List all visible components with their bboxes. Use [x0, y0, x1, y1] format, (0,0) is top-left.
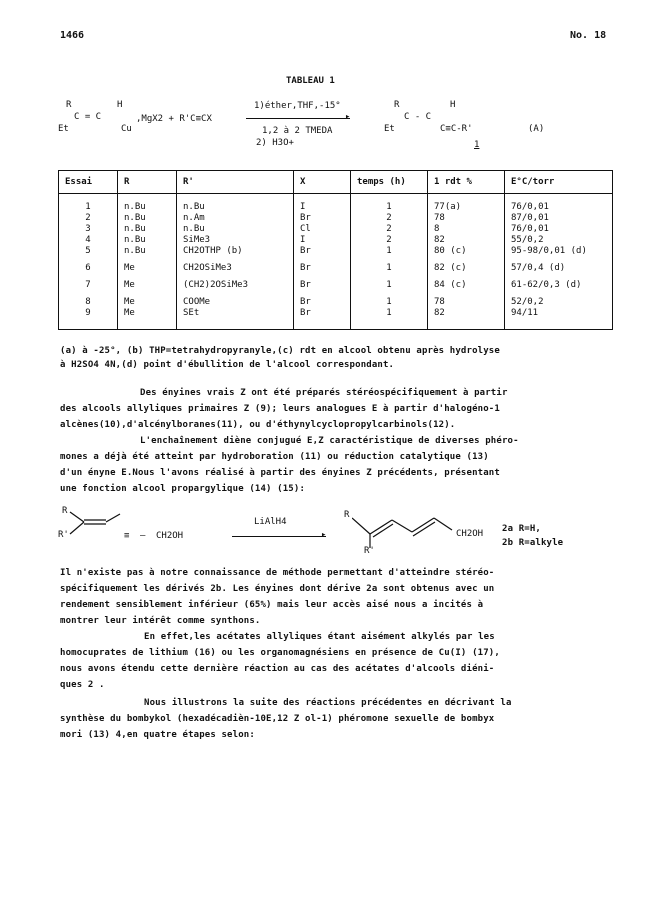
reactant-et: Et — [58, 124, 69, 134]
scheme2-right-r-prime: R' — [364, 546, 375, 556]
cell-r-prime: CH2OSiMe3 — [177, 257, 294, 274]
table-footnote-1: (a) à -25°, (b) THP=tetrahydropyranyle,(c) rdt en alcool obtenu après hydrolyse — [60, 346, 500, 356]
table-row — [59, 194, 613, 214]
cell-r: Me — [118, 274, 177, 291]
cell-x: Br — [294, 257, 351, 274]
reactant-double-bond: C = C — [74, 112, 102, 122]
table-row — [59, 308, 613, 330]
cell-temps: 1 — [351, 246, 428, 257]
text-line: Nous illustrons la suite des réactions précédentes en décrivant la — [144, 698, 512, 708]
table-row — [59, 246, 613, 257]
reaction-arrow-a — [246, 118, 350, 119]
cell-boiling-point: 87/0,01 — [505, 213, 613, 224]
product-core: C - C — [404, 112, 432, 122]
cell-yield: 82 — [428, 235, 505, 246]
condition-step-2: 2) H3O+ — [256, 138, 294, 148]
scheme2-bond: — — [140, 531, 146, 541]
scheme2-left-r-prime: R' — [58, 530, 69, 540]
cell-boiling-point: 52/0,2 — [505, 291, 613, 308]
cell-r-prime: SEt — [177, 308, 294, 330]
product-alkyne: C≡C-R' — [440, 124, 473, 134]
scheme2-left-tail: CH2OH — [156, 531, 184, 541]
cell-x: Br — [294, 308, 351, 330]
column-header: X — [294, 171, 351, 194]
reactant-r: R — [66, 100, 72, 110]
compound-label-2a: 2a R=H, — [502, 524, 541, 534]
cell-essai: 9 — [59, 308, 118, 330]
text-line: synthèse du bombykol (hexadécadièn-10E,12 Z ol-1) phéromone sexuelle de bombyx — [60, 714, 495, 724]
cell-temps: 1 — [351, 308, 428, 330]
table-footnote-2: à H2SO4 4N,(d) point d'ébullition de l'alcool correspondant. — [60, 360, 395, 370]
text-line: d'un ényne E.Nous l'avons réalisé à partir des ényines Z précédents, présentant — [60, 468, 500, 478]
product-label: 1 — [474, 140, 480, 150]
cell-boiling-point: 95-98/0,01 (d) — [505, 246, 613, 257]
cell-yield: 80 (c) — [428, 246, 505, 257]
column-header: temps (h) — [351, 171, 428, 194]
cell-r: n.Bu — [118, 235, 177, 246]
text-line: montrer leur intérêt comme synthons. — [60, 616, 261, 626]
cell-temps: 2 — [351, 224, 428, 235]
cell-yield: 82 — [428, 308, 505, 330]
cell-r-prime: n.Bu — [177, 224, 294, 235]
product-r: R — [394, 100, 400, 110]
reactant-cu: Cu — [121, 124, 132, 134]
table-row — [59, 291, 613, 308]
text-line: une fonction alcool propargylique (14) (15): — [60, 484, 306, 494]
text-line: mones a déjà été atteint par hydroboration (11) ou réduction catalytique (13) — [60, 452, 489, 462]
column-header: R' — [177, 171, 294, 194]
cell-essai: 5 — [59, 246, 118, 257]
text-line: alcènes(10),d'alcénylboranes(11), ou d'éthynylcyclopropylcarbinols(12). — [60, 420, 456, 430]
text-line: des alcools allyliques primaires Z (9); leurs analogues E à partir d'halogéno-1 — [60, 404, 500, 414]
data-table — [58, 170, 613, 330]
table-header-row — [59, 171, 613, 194]
cell-r: n.Bu — [118, 246, 177, 257]
cell-temps: 2 — [351, 235, 428, 246]
cell-x: Br — [294, 213, 351, 224]
cell-boiling-point: 76/0,01 — [505, 194, 613, 214]
cell-essai: 4 — [59, 235, 118, 246]
cell-boiling-point: 57/0,4 (d) — [505, 257, 613, 274]
table-row — [59, 235, 613, 246]
cell-r-prime: CH2OTHP (b) — [177, 246, 294, 257]
text-line: Il n'existe pas à notre connaissance de méthode permettant d'atteindre stéréo- — [60, 568, 495, 578]
cell-yield: 78 — [428, 213, 505, 224]
cell-essai: 1 — [59, 194, 118, 214]
text-line: L'enchaînement diène conjugué E,Z caractéristique de diverses phéro- — [140, 436, 519, 446]
cell-temps: 1 — [351, 274, 428, 291]
cell-yield: 82 (c) — [428, 257, 505, 274]
reaction-arrowhead-a: ▸ — [345, 112, 351, 122]
cell-boiling-point: 61-62/0,3 (d) — [505, 274, 613, 291]
text-line: mori (13) 4,en quatre étapes selon: — [60, 730, 255, 740]
cell-r-prime: COOMe — [177, 291, 294, 308]
scheme2-right-r: R — [344, 510, 350, 520]
scheme2-reagent: LiAlH4 — [254, 517, 287, 527]
cell-r: Me — [118, 308, 177, 330]
text-line: homocuprates de lithium (16) ou les organomagnésiens en présence de Cu(I) (17), — [60, 648, 500, 658]
table-row — [59, 224, 613, 235]
cell-yield: 78 — [428, 291, 505, 308]
cell-x: Br — [294, 246, 351, 257]
cell-x: Br — [294, 274, 351, 291]
column-header: E°C/torr — [505, 171, 613, 194]
cell-r: n.Bu — [118, 213, 177, 224]
scheme2-right-tail: CH2OH — [456, 529, 484, 539]
cell-temps: 1 — [351, 257, 428, 274]
table-row — [59, 213, 613, 224]
page-number: 1466 — [60, 30, 85, 41]
cell-temps: 1 — [351, 194, 428, 214]
text-line: rendement sensiblement inférieur (65%) mais leur accès aisé nous a incités à — [60, 600, 484, 610]
cell-temps: 1 — [351, 291, 428, 308]
cell-r-prime: n.Am — [177, 213, 294, 224]
text-line: ques 2 . — [60, 680, 105, 690]
cell-essai: 7 — [59, 274, 118, 291]
scheme-label: (A) — [528, 124, 545, 134]
column-header: Essai — [59, 171, 118, 194]
scheme2-left-r: R — [62, 506, 68, 516]
cell-yield: 77(a) — [428, 194, 505, 214]
issue-number: No. 18 — [570, 30, 607, 41]
cell-essai: 6 — [59, 257, 118, 274]
cell-r-prime: n.Bu — [177, 194, 294, 214]
reaction-arrow-2 — [232, 536, 326, 537]
cell-boiling-point: 76/0,01 — [505, 224, 613, 235]
condition-tmeda: 1,2 à 2 TMEDA — [262, 126, 333, 136]
reactant-h: H — [117, 100, 123, 110]
product-et: Et — [384, 124, 395, 134]
text-line: En effet,les acétates allyliques étant aisément alkylés par les — [144, 632, 495, 642]
text-line: nous avons étendu cette dernière réaction au cas des acétates d'alcools diéni- — [60, 664, 495, 674]
reaction-arrowhead-2: ▸ — [321, 530, 327, 540]
cell-x: I — [294, 235, 351, 246]
cell-essai: 2 — [59, 213, 118, 224]
triple-bond-icon: ≡ — [124, 531, 130, 541]
text-line: spécifiquement les dérivés 2b. Les ényines dont dérive 2a sont obtenus avec un — [60, 584, 495, 594]
cell-temps: 2 — [351, 213, 428, 224]
cell-yield: 84 (c) — [428, 274, 505, 291]
cell-essai: 8 — [59, 291, 118, 308]
cell-essai: 3 — [59, 224, 118, 235]
table-title: TABLEAU 1 — [286, 76, 335, 86]
compound-label-2b: 2b R=alkyle — [502, 538, 564, 548]
table-row — [59, 257, 613, 274]
cell-x: Br — [294, 291, 351, 308]
column-header: R — [118, 171, 177, 194]
cell-x: I — [294, 194, 351, 214]
cell-r: Me — [118, 291, 177, 308]
cell-r: n.Bu — [118, 224, 177, 235]
cell-yield: 8 — [428, 224, 505, 235]
column-header: 1 rdt % — [428, 171, 505, 194]
table-row — [59, 274, 613, 291]
cell-r-prime: SiMe3 — [177, 235, 294, 246]
reagents: ,MgX2 + R'C≡CX — [136, 114, 212, 124]
cell-boiling-point: 55/0,2 — [505, 235, 613, 246]
condition-step-1: 1)éther,THF,-15° — [254, 101, 341, 111]
cell-r-prime: (CH2)2OSiMe3 — [177, 274, 294, 291]
cell-r: Me — [118, 257, 177, 274]
text-line: Des ényines vrais Z ont été préparés stéréospécifiquement à partir — [140, 388, 508, 398]
cell-boiling-point: 94/11 — [505, 308, 613, 330]
cell-x: Cl — [294, 224, 351, 235]
cell-r: n.Bu — [118, 194, 177, 214]
product-h: H — [450, 100, 456, 110]
